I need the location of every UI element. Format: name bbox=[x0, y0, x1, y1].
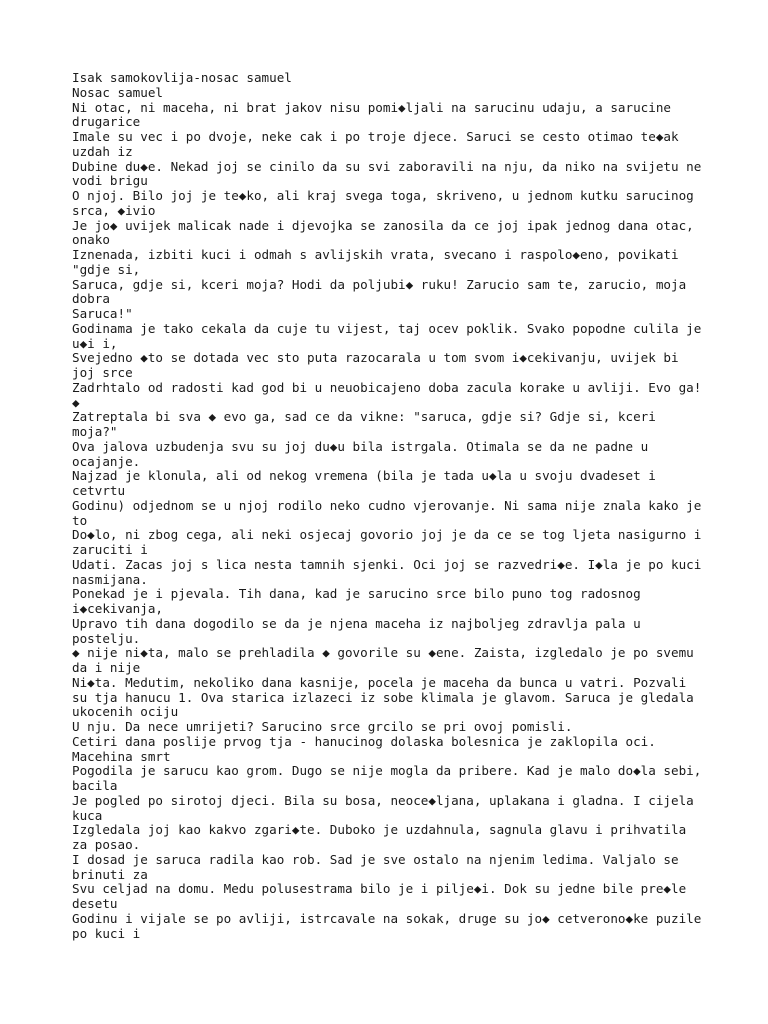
text-line: Godinama je tako cekala da cuje tu vijest, taj ocev poklik. Svako popodne culila je bbox=[72, 320, 702, 336]
text-line: onako bbox=[72, 232, 110, 248]
text-line: za posao. bbox=[72, 837, 141, 852]
text-line: Svu celjad na domu. Medu polusestrama bilo je i pilje◆i. Dok su jedne bile pre◆le bbox=[72, 881, 687, 897]
text-line: Najzad je klonula, ali od nekog vremena (bila je tada u◆la u svoju dvadeset i bbox=[72, 468, 656, 484]
text-line: O njoj. Bilo joj je te◆ko, ali kraj svega toga, skriveno, u jednom kutku sarucinog bbox=[72, 188, 694, 203]
text-line: Je pogled po sirotoj djeci. Bila su bosa, neoce◆ljana, uplakana i gladna. I cijela bbox=[72, 792, 694, 808]
text-line: Dubine du◆e. Nekad joj se cinilo da su svi zaboravili na nju, da niko na svijetu ne bbox=[72, 158, 702, 174]
text-line: Iznenada, izbiti kuci i odmah s avlijskih vrata, svecano i raspolo◆eno, povikati bbox=[72, 247, 679, 262]
text-line: Upravo tih dana dogodilo se da je njena maceha iz najboljeg zdravlja pala u bbox=[72, 615, 641, 631]
text-line: Ova jalova uzbudenja svu su joj du◆u bila istrgala. Otimala se da ne padne u bbox=[72, 438, 649, 454]
text-line: to bbox=[72, 512, 88, 528]
text-line: Cetiri dana poslije prvog tja - hanucinog dolaska bolesnica je zaklopila oci. bbox=[72, 733, 656, 749]
text-line: Nosac samuel bbox=[72, 84, 163, 100]
text-line: U nju. Da nece umrijeti? Sarucino srce grcilo se pri ovoj pomisli. bbox=[72, 719, 573, 734]
text-line: zaruciti i bbox=[72, 542, 148, 557]
text-line: postelju. bbox=[72, 630, 141, 646]
text-line: srca, ◆ivio bbox=[72, 202, 156, 218]
text-line: Izgledala joj kao kakvo zgari◆te. Duboko je uzdahnula, sagnula glavu i prihvatila bbox=[72, 822, 687, 838]
text-line: Svejedno ◆to se dotada vec sto puta razocarala u tom svom i◆cekivanju, uvijek bi bbox=[72, 350, 679, 366]
text-line: ukocenih ociju bbox=[72, 704, 179, 720]
text-line: i◆cekivanja, bbox=[72, 601, 163, 616]
text-line: Zatreptala bi sva ◆ evo ga, sad ce da vikne: "saruca, gdje si? Gdje si, kceri bbox=[72, 409, 656, 425]
text-line: "gdje si, bbox=[72, 261, 141, 277]
text-line: bacila bbox=[72, 778, 118, 793]
text-line: u◆i i, bbox=[72, 335, 118, 351]
text-line: moja?" bbox=[72, 424, 118, 439]
document-text bbox=[72, 71, 708, 941]
text-line: Saruca, gdje si, kceri moja? Hodi da poljubi◆ ruku! Zarucio sam te, zarucio, moja bbox=[72, 276, 687, 292]
text-line: ocajanje. bbox=[72, 453, 141, 469]
text-line: Saruca!" bbox=[72, 306, 133, 321]
text-line: uzdah iz bbox=[72, 143, 133, 159]
text-line: kuca bbox=[72, 807, 103, 823]
text-line: Macehina smrt bbox=[72, 748, 171, 764]
text-line: drugarice bbox=[72, 114, 141, 130]
text-line: vodi brigu bbox=[72, 173, 148, 189]
text-line: nasmijana. bbox=[72, 571, 148, 587]
text-line: ◆ nije ni◆ta, malo se prehladila ◆ govorile su ◆ene. Zaista, izgledalo je po svemu bbox=[72, 645, 694, 661]
text-line: Godinu) odjednom se u njoj rodilo neko cudno vjerovanje. Ni sama nije znala kako je bbox=[72, 497, 702, 513]
text-line: ◆ bbox=[72, 394, 80, 410]
text-line: Je jo◆ uvijek malicak nade i djevojka se zanosila da ce joj ipak jednog dana otac, bbox=[72, 217, 694, 233]
text-line: Pogodila je sarucu kao grom. Dugo se nije mogla da pribere. Kad je malo do◆la sebi, bbox=[72, 763, 702, 779]
text-line: Ponekad je i pjevala. Tih dana, kad je sarucino srce bilo puno tog radosnog bbox=[72, 586, 641, 602]
text-line: desetu bbox=[72, 896, 118, 911]
text-line: Do◆lo, ni zbog cega, ali neki osjecaj govorio joj je da ce se tog ljeta nasigurno i bbox=[72, 527, 702, 543]
text-line: Udati. Zacas joj s lica nesta tamnih sjenki. Oci joj se razvedri◆e. I◆la je po kuci bbox=[72, 556, 702, 572]
text-line: Imale su vec i po dvoje, neke cak i po troje djece. Saruci se cesto otimao te◆ak bbox=[72, 129, 679, 144]
text-line: joj srce bbox=[72, 365, 133, 380]
text-line: I dosad je saruca radila kao rob. Sad je sve ostalo na njenim ledima. Valjalo se bbox=[72, 851, 679, 867]
text-line: su tja hanucu 1. Ova starica izlazeci iz sobe klimala je glavom. Saruca je gledala bbox=[72, 689, 694, 705]
text-line: Zadrhtalo od radosti kad god bi u neuobicajeno doba zacula korake u avliji. Evo ga! bbox=[72, 379, 702, 395]
text-line: Godinu i vijale se po avliji, istrcavale na sokak, druge su jo◆ cetverono◆ke puzile bbox=[72, 910, 702, 926]
text-line: cetvrtu bbox=[72, 483, 126, 498]
text-line: da i nije bbox=[72, 660, 141, 675]
text-line: Ni otac, ni maceha, ni brat jakov nisu pomi◆ljali na sarucinu udaju, a sarucine bbox=[72, 99, 671, 115]
text-line: Isak samokovlija-nosac samuel bbox=[72, 70, 292, 85]
text-line: dobra bbox=[72, 291, 110, 307]
text-line: brinuti za bbox=[72, 866, 148, 882]
text-line: po kuci i bbox=[72, 925, 141, 941]
text-line: Ni◆ta. Medutim, nekoliko dana kasnije, pocela je maceha da bunca u vatri. Pozvali bbox=[72, 674, 687, 690]
